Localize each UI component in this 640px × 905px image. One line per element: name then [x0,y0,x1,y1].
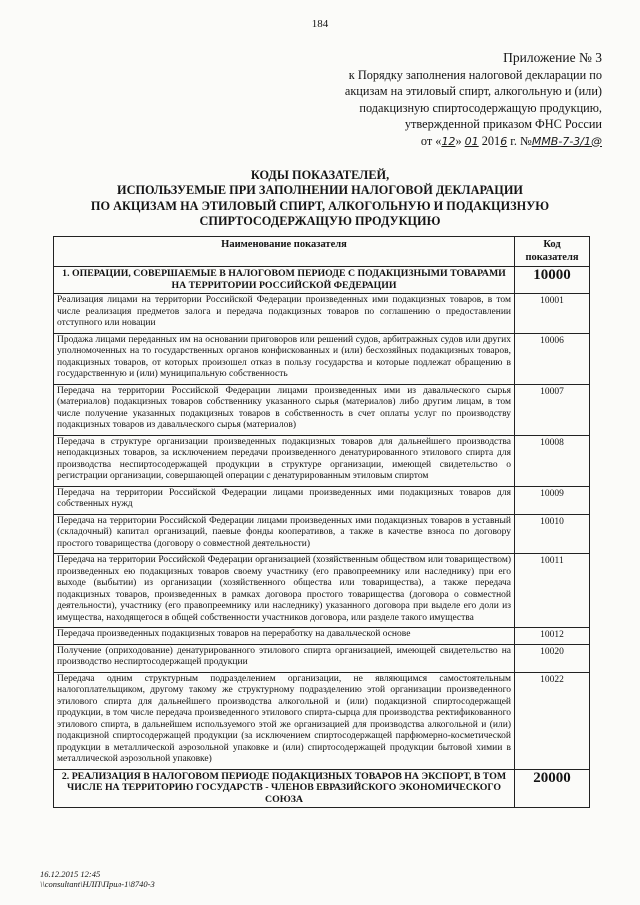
table-row [54,554,590,628]
section-code: 10000 [515,267,590,294]
appendix-line: к Порядку заполнения налоговой декларации по [348,67,602,82]
indicator-code: 10020 [515,644,590,672]
footer-stamp [40,869,155,889]
indicator-code: 10011 [515,554,590,628]
table-header-row [54,237,590,267]
header-name: Наименование показателя [54,237,515,267]
order-day: 12 [441,134,456,148]
title-line: ИСПОЛЬЗУЕМЫЕ ПРИ ЗАПОЛНЕНИИ НАЛОГОВОЙ ДЕКЛАРАЦИИ [117,183,523,198]
section-title: 2. РЕАЛИЗАЦИЯ В НАЛОГОВОМ ПЕРИОДЕ ПОДАКЦИЗНЫХ ТОВАРОВ НА ЭКСПОРТ, В ТОМ ЧИСЛЕ НА ТЕРРИТОРИЮ ГОСУДАРСТВ - ЧЛЕНОВ ЕВРАЗИЙСКОГО ЭКОНОМИЧЕСКОГО СОЮЗА [54,769,515,808]
table-row [54,628,590,645]
indicator-code: 10012 [515,628,590,645]
indicator-name: Передача на территории Российской Федерации лицами произведенных ими из давальческого сырья (материалов) подакцизных товаров собственнику указанного сырья (материалов) либо другим лицам, в том числе получение указанных подакцизных товаров в собственность в счет оплаты услуг по производству подакцизных товаров из давальческого сырья (материалов) [54,384,515,435]
table-row [54,486,590,514]
indicator-code: 10006 [515,333,590,384]
table-row [54,294,590,334]
appendix-title: Приложение № 3 [503,50,602,65]
indicator-name: Передача на территории Российской Федерации организацией (хозяйственным обществом или товариществом) произведенных ею подакцизных товаров своему участнику (его правопреемнику или наследнику) при его выходе (выбытии) из организации (хозяйственного общества или товарищества), а также передача подакцизных товаров, произведенных в рамках договора простого товарищества (договора о совместной деятельности), участнику (его правопреемнику или наследнику) указанного договора при выделе его доли из имущества, находящегося в общей собственности участников договора, или разделе такого имущества [54,554,515,628]
title-line: СПИРТОСОДЕРЖАЩУЮ ПРОДУКЦИЮ [199,213,441,228]
appendix-block [302,50,602,150]
indicator-name: Передача одним структурным подразделением организации, не являющимся самостоятельным налогоплательщиком, другому такому же структурному подразделению этой организации произведенного этилового спирта для дальнейшего производства алкогольной и (или) подакцизной спиртосодержащей продукции, в том числе передача произведенного этилового спирта-сырца для производства ректификованного этилового спирта, в дальнейшем используемого этой же организацией для производства алкогольной и (или) подакцизной спиртосодержащей продукции (за исключением спиртосодержащей парфюмерно-косметической продукции в металлической аэрозольной упаковке и (или) спиртосодержащей продукции бытовой химии в металлической аэрозольной упаковке) [54,672,515,769]
indicator-code: 10022 [515,672,590,769]
title-line: КОДЫ ПОКАЗАТЕЛЕЙ, [250,168,390,182]
indicator-name: Передача на территории Российской Федерации лицами произведенных ими подакцизных товаров для собственных нужд [54,486,515,514]
table-row [54,384,590,435]
footer-path: \\consultant\НЛП\Прил-1\8740-3 [40,879,155,889]
section-row [54,769,590,808]
indicator-name: Передача в структуре организации произведенных подакцизных товаров для дальнейшего производства неподакцизных товаров, за исключением передачи произведенного денатурированного этилового спирта для производства неспиртосодержащей продукции в структуре организации, имеющей свидетельство о регистрации организации, совершающей операции с денатурированным этиловым спиртом [54,435,515,486]
indicator-code: 10010 [515,514,590,554]
indicator-name: Передача на территории Российской Федерации лицами произведенных ими подакцизных товаров в уставный (складочный) капитал организаций, паевые фонды кооперативов, а также в качестве взноса по договору простого товарищества (договору о совместной деятельности) [54,514,515,554]
indicator-code: 10009 [515,486,590,514]
indicator-name: Передача произведенных подакцизных товаров на переработку на давальческой основе [54,628,515,645]
table-row [54,333,590,384]
indicator-name: Продажа лицами переданных им на основании приговоров или решений судов, арбитражных судов или других уполномоченных на то государственных органов конфискованных и (или) бесхозяйных подакцизных товаров, подакцизных товаров, от которых произошел отказ в пользу государства и которые подлежат обращению в государственную и (или) муниципальную собственность [54,333,515,384]
table-row [54,672,590,769]
section-code: 20000 [515,769,590,808]
section-title: 1. ОПЕРАЦИИ, СОВЕРШАЕМЫЕ В НАЛОГОВОМ ПЕРИОДЕ С ПОДАКЦИЗНЫМИ ТОВАРАМИ НА ТЕРРИТОРИИ РОССИЙСКОЙ ФЕДЕРАЦИИ [54,267,515,294]
table-row [54,644,590,672]
footer-date: 16.12.2015 12:45 [40,869,101,879]
indicator-code: 10008 [515,435,590,486]
order-month: 01 [464,134,479,148]
codes-table [53,236,590,808]
section-row [54,267,590,294]
appendix-line: подакцизную спиртосодержащую продукцию, [359,100,602,115]
indicator-name: Реализация лицами на территории Российской Федерации произведенных ими подакцизных товаров, в том числе реализация предметов залога и передача подакцизных товаров по соглашению о предоставлении отступного или новации [54,294,515,334]
appendix-line: утвержденной приказом ФНС России [404,117,602,131]
document-title [50,168,590,229]
indicator-code: 10001 [515,294,590,334]
table-row [54,514,590,554]
header-code: Код показателя [515,237,590,267]
title-line: ПО АКЦИЗАМ НА ЭТИЛОВЫЙ СПИРТ, АЛКОГОЛЬНУЮ И ПОДАКЦИЗНУЮ [90,198,550,213]
table-row [54,435,590,486]
page-number: 184 [311,18,329,30]
indicator-code: 10007 [515,384,590,435]
order-number: ММВ-7-3/1@ [531,134,602,148]
appendix-line: акцизам на этиловый спирт, алкогольную и (или) [344,84,602,98]
order-year-digit: 6 [500,134,508,148]
indicator-name: Получение (оприходование) денатурированного этилового спирта организацией, имеющей свидетельство на производство неспиртосодержащей продукции [54,644,515,672]
order-date-line: от «12» 01 2016 г. №ММВ-7-3/1@ [420,133,602,148]
